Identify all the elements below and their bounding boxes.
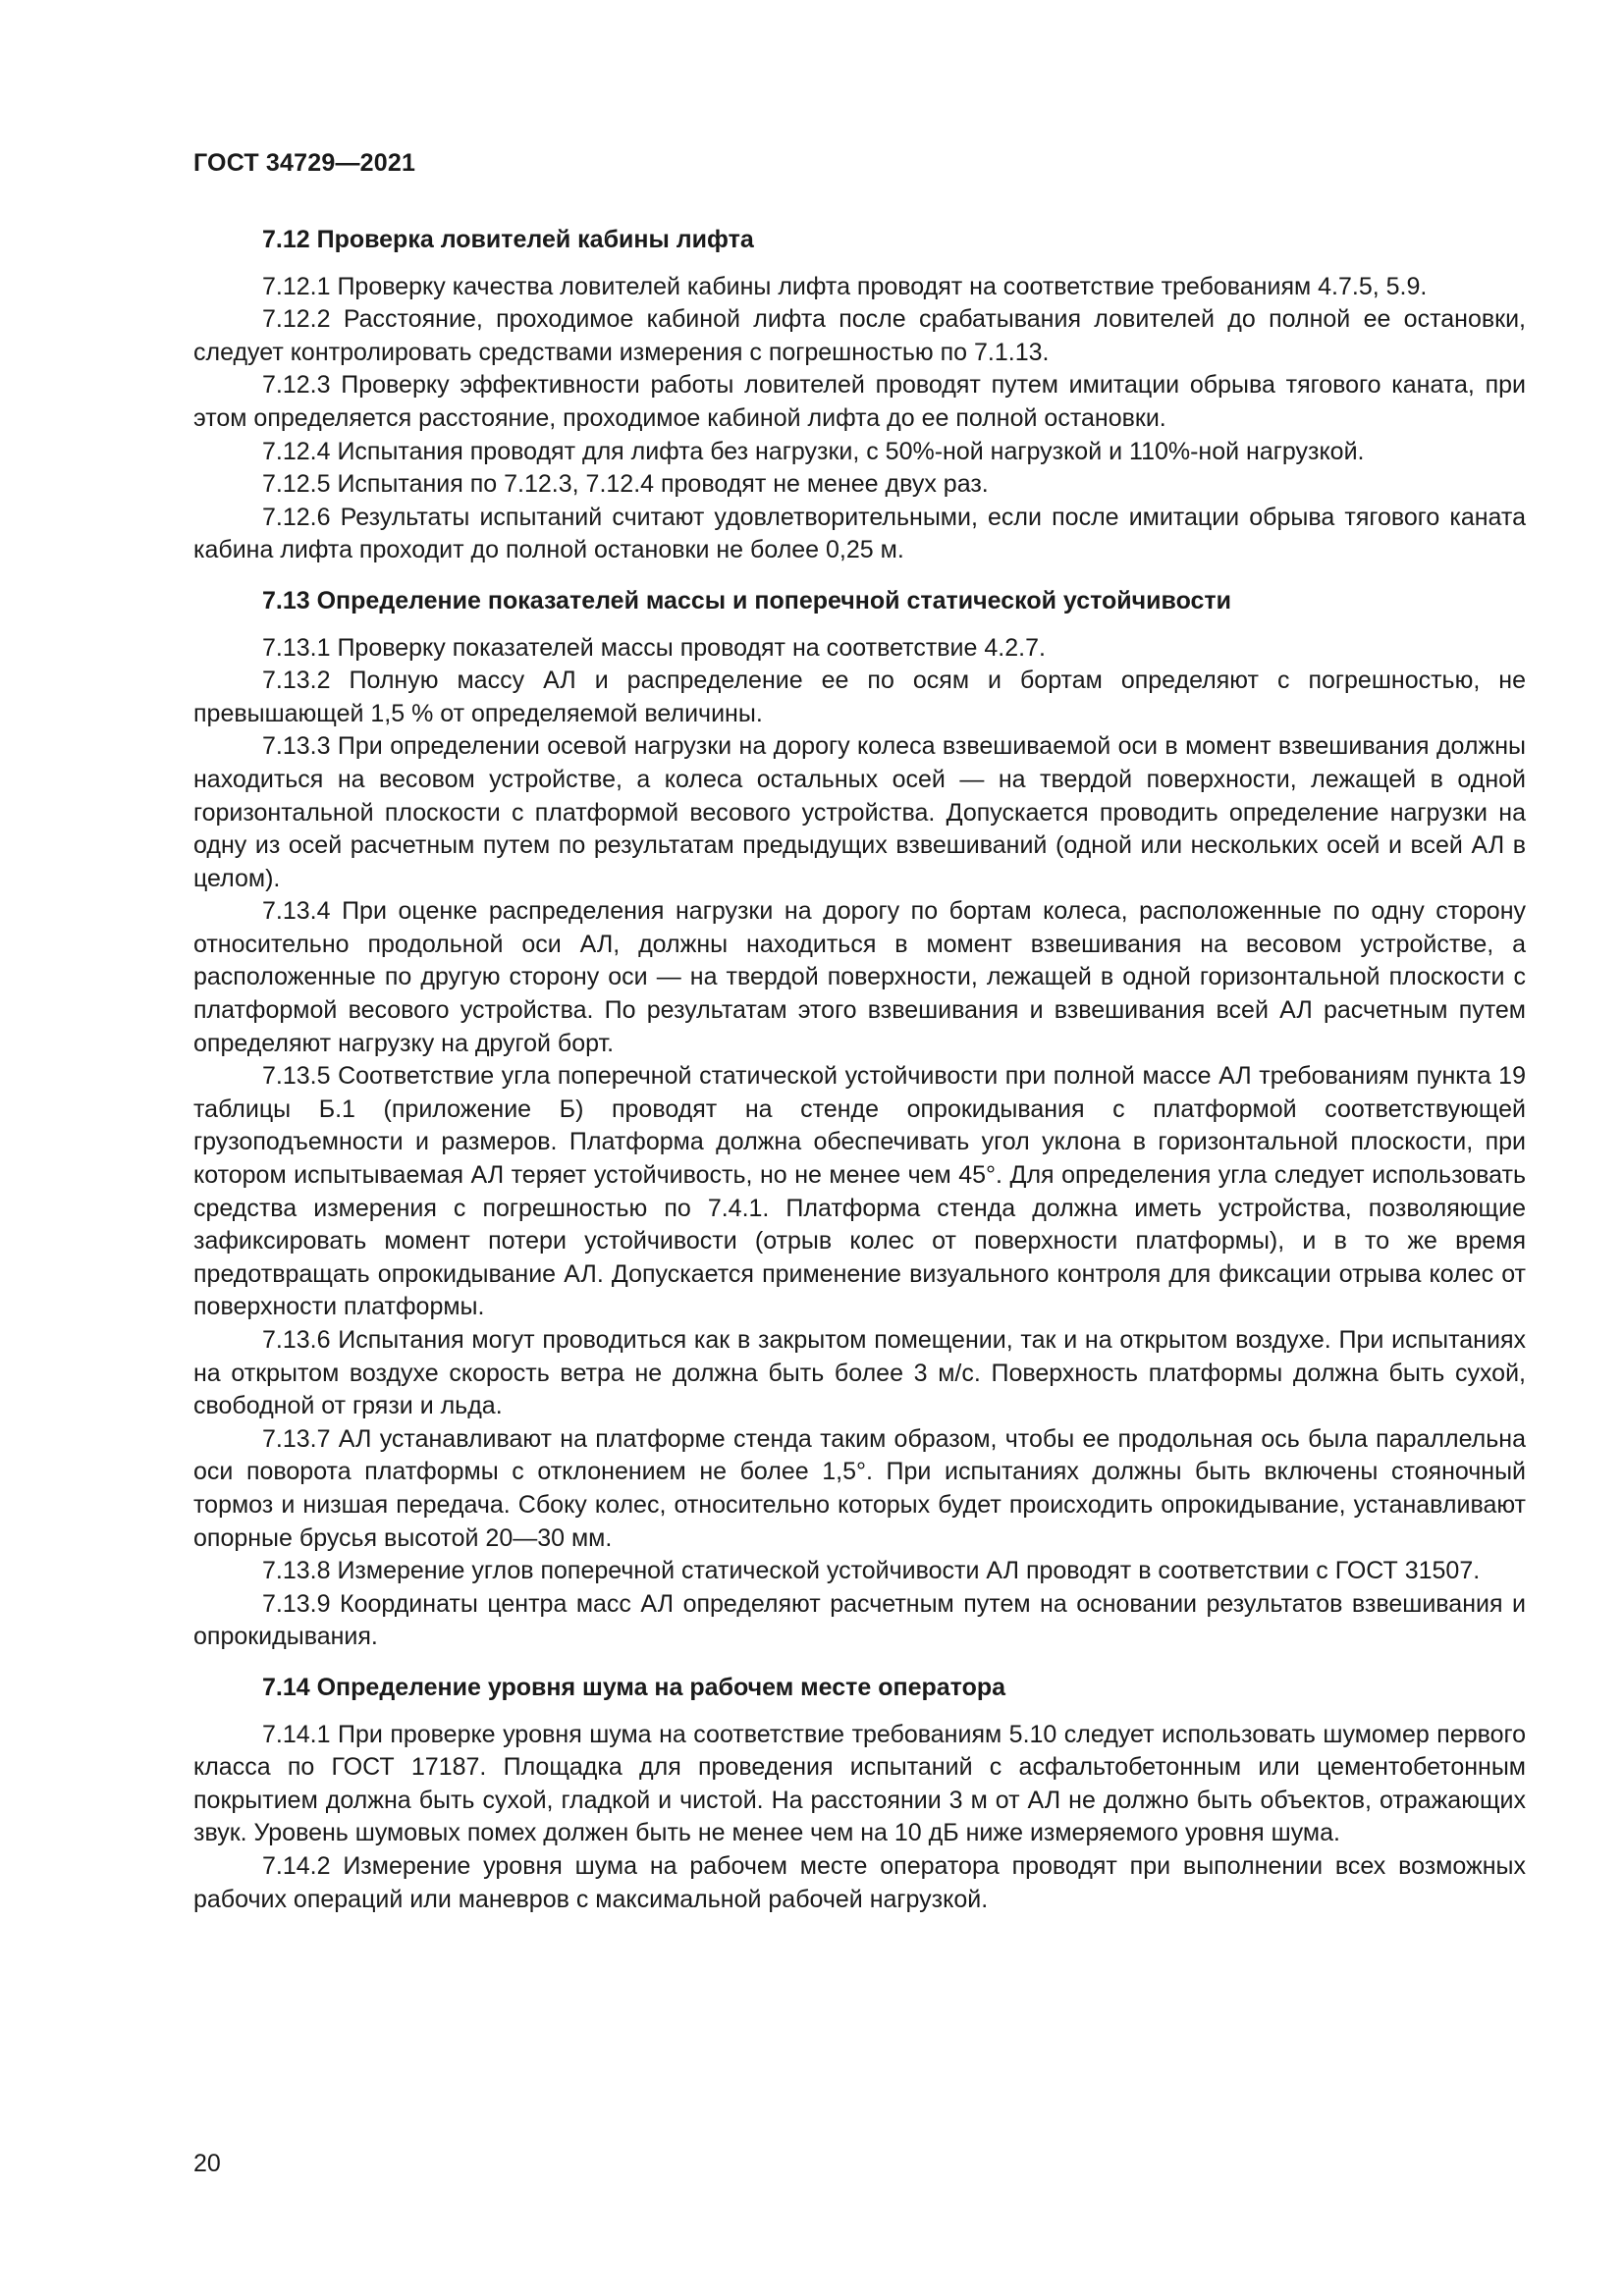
paragraph-7-14-2: 7.14.2 Измерение уровня шума на рабочем месте оператора проводят при выполнении всех возможных рабочих операций или маневров с максимальной рабочей нагрузкой. xyxy=(193,1851,1526,1913)
section-7-14 xyxy=(193,1672,1526,1916)
paragraph-7-12-3: 7.12.3 Проверку эффективности работы ловителей проводят путем имитации обрыва тягового каната, при этом определяется расстояние, проходимое кабиной лифта до ее полной остановки. xyxy=(193,371,1526,432)
paragraph-7-12-6: 7.12.6 Результаты испытаний считают удовлетворительными, если после имитации обрыва тягового каната кабина лифта проходит до полной остановки не более 0,25 м. xyxy=(193,503,1526,564)
section-heading: 7.13 Определение показателей массы и поперечной статической устойчивости xyxy=(262,586,1232,614)
paragraph-7-12-1: 7.12.1 Проверку качества ловителей кабины лифта проводят на соответствие требованиям 4.7.5, 5.9. xyxy=(262,272,1428,300)
section-heading: 7.14 Определение уровня шума на рабочем месте оператора xyxy=(262,1673,1006,1701)
paragraph-7-13-9: 7.13.9 Координаты центра масс АЛ определяют расчетным путем на основании результатов взвешивания и опрокидывания. xyxy=(193,1589,1526,1651)
paragraph-7-13-3: 7.13.3 При определении осевой нагрузки на дорогу колеса взвешиваемой оси в момент взвешивания должны находиться на весовом устройстве, а колеса остальных осей — на твердой поверхности, лежащей в одной горизонтальной плоскости с платформой весового устройства. Допускается проводить определение нагрузки на одну из осей расчетным путем по результатам предыдущих взвешиваний (одной или нескольких осей и всей АЛ в целом). xyxy=(193,732,1526,892)
paragraph-7-12-2: 7.12.2 Расстояние, проходимое кабиной лифта после срабатывания ловителей до полной ее остановки, следует контролировать средствами измерения с погрешностью по 7.1.13. xyxy=(193,305,1526,366)
paragraph-7-12-5: 7.12.5 Испытания по 7.12.3, 7.12.4 проводят не менее двух раз. xyxy=(262,470,989,499)
document-header: ГОСТ 34729—2021 xyxy=(193,149,416,177)
paragraph-7-13-7: 7.13.7 АЛ устанавливают на платформе стенда таким образом, чтобы ее продольная ось была параллельна оси поворота платформы с отклонением не более 1,5°. При испытаниях должны быть включены стояночный тормоз и низшая передача. Сбоку колес, относительно которых будет происходить опрокидывание, устанавливают опорные брусья высотой 20—30 мм. xyxy=(193,1424,1526,1552)
section-heading: 7.12 Проверка ловителей кабины лифта xyxy=(262,226,754,253)
section-7-12 xyxy=(193,224,1526,567)
paragraph-7-12-4: 7.12.4 Испытания проводят для лифта без нагрузки, с 50%-ной нагрузкой и 110%-ной нагрузкой. xyxy=(262,437,1365,465)
section-7-13 xyxy=(193,585,1526,1654)
paragraph-7-13-2: 7.13.2 Полную массу АЛ и распределение ее по осям и бортам определяют с погрешностью, не превышающей 1,5 % от определяемой величины. xyxy=(193,667,1526,727)
page-number: 20 xyxy=(193,2150,221,2177)
paragraph-7-13-8: 7.13.8 Измерение углов поперечной статической устойчивости АЛ проводят в соответствии с ГОСТ 31507. xyxy=(262,1557,1481,1585)
paragraph-7-13-1: 7.13.1 Проверку показателей массы проводят на соответствие 4.2.7. xyxy=(262,633,1046,662)
paragraph-7-14-1: 7.14.1 При проверке уровня шума на соответствие требованиям 5.10 следует использовать шумомер первого класса по ГОСТ 17187. Площадка для проведения испытаний с асфальтобетонным или цементобетонным покрытием должна быть сухой, гладкой и чистой. На расстоянии 3 м от АЛ не должно быть объектов, отражающих звук. Уровень шумовых помех должен быть не менее чем на 10 дБ ниже измеряемого уровня шума. xyxy=(193,1720,1526,1847)
document-body xyxy=(193,224,1526,1916)
paragraph-7-13-6: 7.13.6 Испытания могут проводиться как в закрытом помещении, так и на открытом воздухе. При испытаниях на открытом воздухе скорость ветра не должна быть более 3 м/с. Поверхность платформы должна быть сухой, свободной от грязи и льда. xyxy=(193,1326,1526,1420)
paragraph-7-13-4: 7.13.4 При оценке распределения нагрузки на дорогу по бортам колеса, расположенные по одну сторону относительно продольной оси АЛ, должны находиться в момент взвешивания на весовом устройстве, а расположенные по другую сторону оси — на твердой поверхности, лежащей в одной горизонтальной плоскости с платформой весового устройства. По результатам этого взвешивания и взвешивания всей АЛ расчетным путем определяют нагрузку на другой борт. xyxy=(193,897,1526,1057)
paragraph-7-13-5: 7.13.5 Соответствие угла поперечной статической устойчивости при полной массе АЛ требованиям пункта 19 таблицы Б.1 (приложение Б) проводят на стенде опрокидывания с платформой соответствующей грузоподъемности и размеров. Платформа должна обеспечивать угол уклона в горизонтальной плоскости, при котором испытываемая АЛ теряет устойчивость, но не менее чем 45°. Для определения угла следует использовать средства измерения с погрешностью по 7.4.1. Платформа стенда должна иметь устройства, позволяющие зафиксировать момент потери устойчивости (отрыв колес от поверхности платформы), и в то же время предотвращать опрокидывание АЛ. Допускается применение визуального контроля для фиксации отрыва колес от поверхности платформы. xyxy=(193,1062,1526,1321)
